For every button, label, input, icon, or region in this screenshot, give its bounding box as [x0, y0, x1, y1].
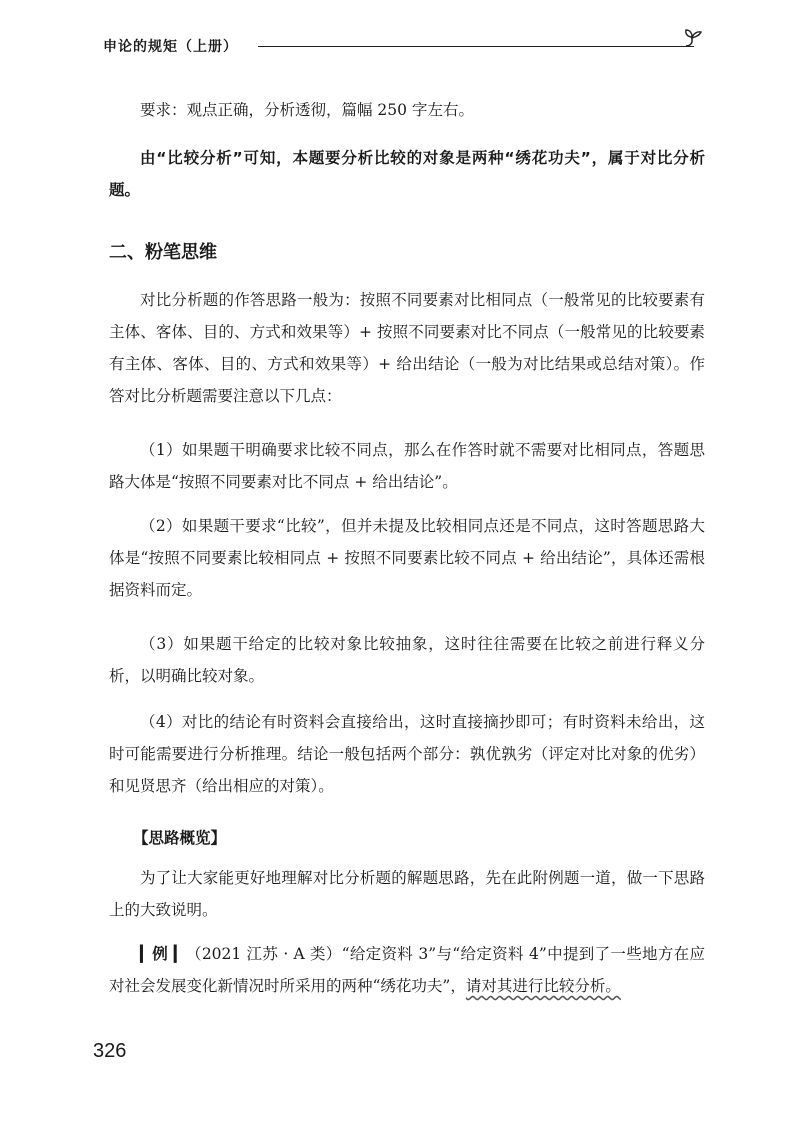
point-2: （2）如果题干要求“比较”，但并未提及比较相同点还是不同点，这时答题思路大体是“按照不同要素比较相同点 + 按照不同要素比较不同点 + 给出结论”，具体还需根据资料而定。 — [109, 517, 705, 599]
overview-text: 为了让大家能更好地理解对比分析题的解题思路，先在此附例题一道，做一下思路上的大致说明。 — [109, 869, 705, 919]
example-marker: ▎例 ▎ — [140, 944, 186, 963]
overview-label: 【思路概览】 — [133, 829, 227, 847]
intro-paragraph: 由“比较分析”可知，本题要分析比较的对象是两种“绣花功夫”，属于对比分析题。 — [109, 149, 705, 199]
method-paragraph: 对比分析题的作答思路一般为：按照不同要素对比相同点（一般常见的比较要素有主体、客体、目的、方式和效果等）+ 按照不同要素对比不同点（一般常见的比较要素有主体、客体、目的、方式和效果等）+ 给出结论（一般为对比结果或总结对策）。作答对比分析题需要注意以下几点： — [109, 291, 705, 405]
example-text: （2021 江苏 · A 类）“给定资料 3”与“给定资料 4”中提到了一些地方在应对社会发展变化新情况时所采用的两种“绣花功夫”， — [109, 945, 705, 995]
running-header: 申论的规矩（上册） — [103, 39, 238, 55]
header-rule — [258, 46, 694, 47]
sprout-icon — [680, 26, 706, 52]
example-paragraph — [109, 938, 705, 1002]
requirement-text: 要求：观点正确，分析透彻，篇幅 250 字左右。 — [140, 101, 474, 119]
example-emphasis: 请对其进行比较分析。 — [465, 977, 621, 995]
point-3: （3）如果题干给定的比较对象比较抽象，这时往往需要在比较之前进行释义分析，以明确比较对象。 — [109, 635, 705, 685]
point-4: （4）对比的结论有时资料会直接给出，这时直接摘抄即可；有时资料未给出，这时可能需要进行分析推理。结论一般包括两个部分：孰优孰劣（评定对比对象的优劣）和见贤思齐（给出相应的对策）。 — [109, 713, 705, 795]
section-heading: 二、粉笔思维 — [109, 242, 217, 263]
page-number: 326 — [93, 1040, 127, 1062]
point-1: （1）如果题干明确要求比较不同点，那么在作答时就不需要对比相同点，答题思路大体是“按照不同要素对比不同点 + 给出结论”。 — [109, 441, 705, 491]
